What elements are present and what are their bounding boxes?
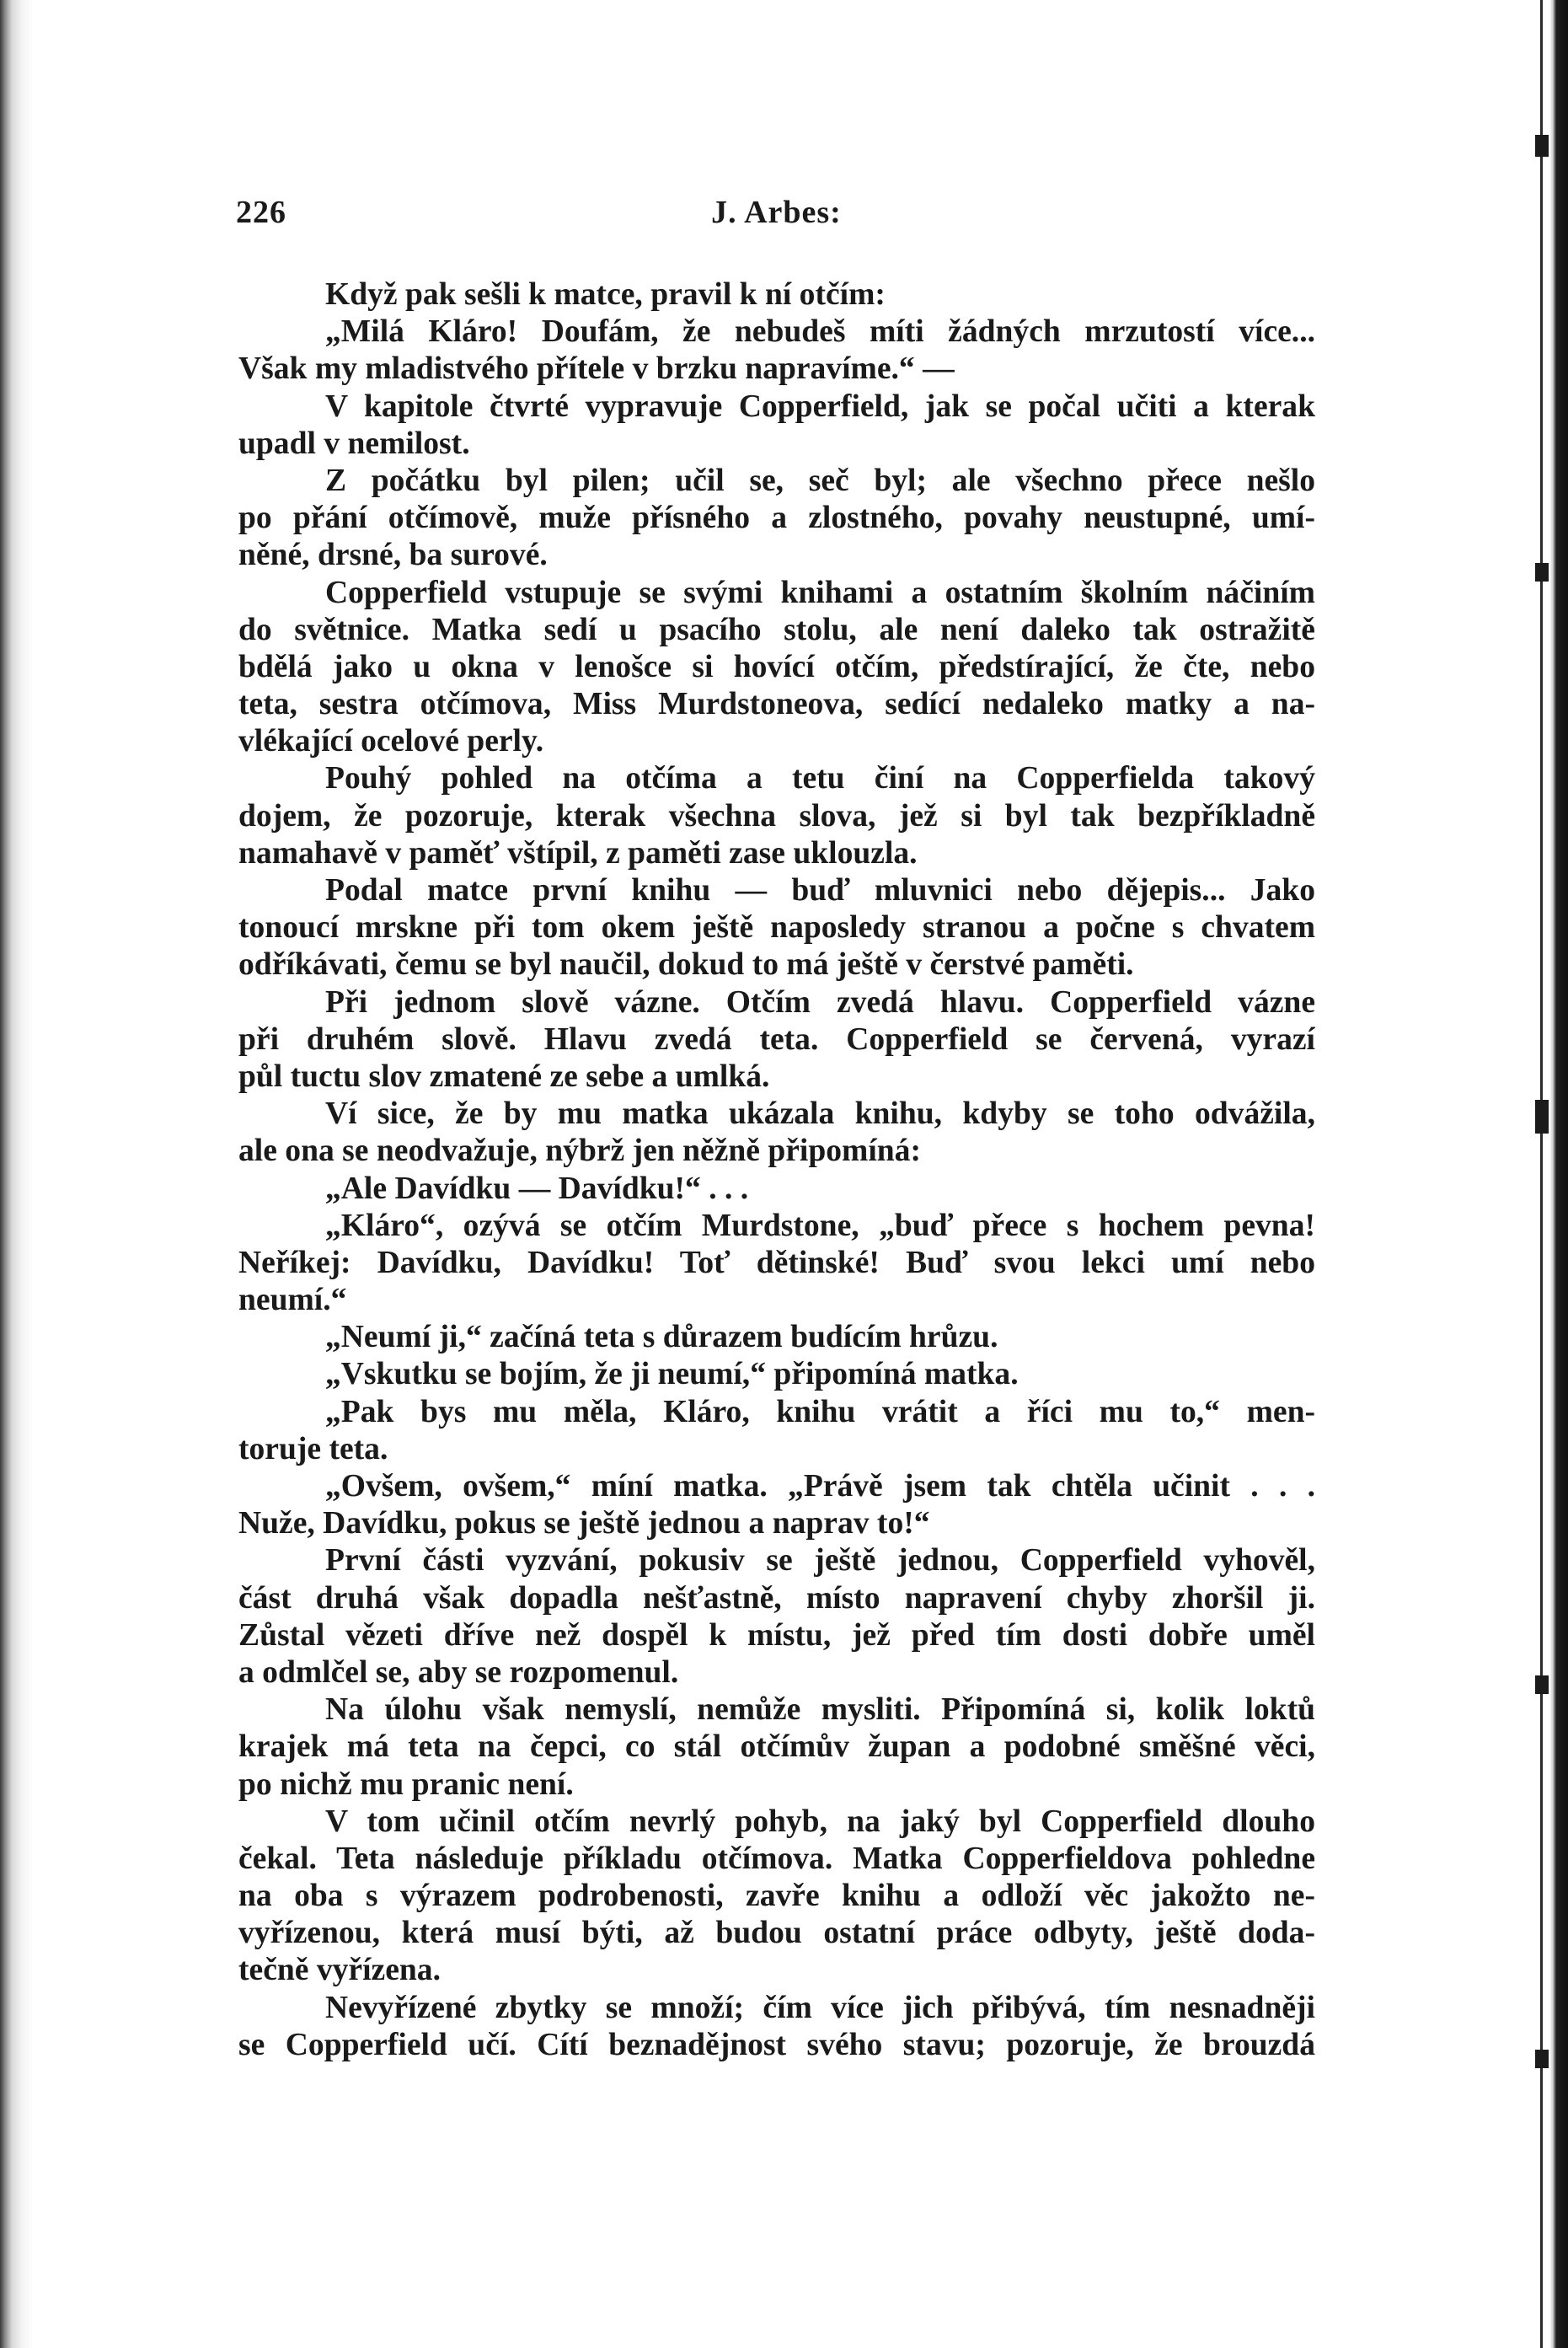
text-line: „Milá Kláro! Doufám, že nebudeš míti žádných mrzutostí více... — [325, 314, 1315, 350]
text-line: „Ale Davídku — Davídku!“ . . . — [325, 1171, 749, 1206]
text-line: Zůstal vězeti dříve než dospěl k místu, jež před tím dosti dobře uměl — [238, 1617, 1315, 1653]
text-line: namahavě v paměť vštípil, z paměti zase uklouzla. — [238, 835, 918, 871]
text-line: Podal matce první knihu — buď mluvnici nebo dějepis... Jako — [325, 873, 1315, 908]
text-line: se Copperfield učí. Cítí beznadějnost svého stavu; pozoruje, že brouzdá — [238, 2027, 1315, 2062]
binding-mark — [1535, 135, 1549, 157]
text-line: tečně vyřízena. — [238, 1953, 441, 1988]
text-line: Neříkej: Davídku, Davídku! Toť dětinské! Buď svou lekci umí nebo — [238, 1245, 1315, 1280]
text-line: Nevyřízené zbytky se množí; čím více jich přibývá, tím nesnadněji — [325, 1990, 1315, 2025]
text-line: do světnice. Matka sedí u psacího stolu, ale není daleko tak ostražitě — [238, 612, 1315, 647]
text-line: neumí.“ — [238, 1283, 347, 1318]
text-line: Když pak sešli k matce, pravil k ní otčím: — [325, 277, 886, 312]
text-line: Nuže, Davídku, pokus se ještě jednou a naprav to!“ — [238, 1506, 930, 1541]
text-line: tonoucí mrskne při tom okem ještě naposledy stranou a počne s chvatem — [238, 910, 1315, 946]
text-line: vlékající ocelové perly. — [238, 724, 544, 759]
text-line: vyřízenou, která musí býti, až budou ostatní práce odbyty, ještě doda- — [238, 1916, 1315, 1951]
text-line: bdělá jako u okna v lenošce si hovící otčím, předstírající, že čte, nebo — [238, 649, 1315, 684]
running-head: J. Arbes: — [711, 195, 842, 230]
text-line: krajek má teta na čepci, co stál otčímův župan a podobné směšné věci, — [238, 1729, 1315, 1765]
text-line: „Kláro“, ozývá se otčím Murdstone, „buď přece s hochem pevna! — [325, 1208, 1315, 1243]
text-line: teta, sestra otčímova, Miss Murdstoneova, sedící nedaleko matky a na- — [238, 687, 1315, 722]
text-line: ale ona se neodvažuje, nýbrž jen něžně připomíná: — [238, 1134, 921, 1169]
binding-mark — [1535, 1100, 1549, 1134]
text-line: toruje teta. — [238, 1431, 388, 1466]
text-line: Z počátku byl pilen; učil se, seč byl; ale všechno přece nešlo — [325, 463, 1315, 498]
text-line: na oba s výrazem podrobenosti, zavře knihu a odloží věc jakožto ne- — [238, 1879, 1315, 1914]
text-line: Však my mladistvého přítele v brzku napravíme.“ — — [238, 351, 955, 387]
text-line: odříkávati, čemu se byl naučil, dokud to má ještě v čerstvé paměti. — [238, 947, 1134, 983]
text-line: Copperfield vstupuje se svými knihami a ostatním školním náčiním — [325, 575, 1315, 610]
text-line: Ví sice, že by mu matka ukázala knihu, kdyby se toho odvážila, — [325, 1096, 1315, 1132]
page-number: 226 — [236, 195, 286, 230]
text-line: něné, drsné, ba surové. — [238, 538, 548, 573]
text-line: Na úlohu však nemyslí, nemůže mysliti. Připomíná si, kolik loktů — [325, 1692, 1315, 1728]
text-line: dojem, že pozoruje, kterak všechna slova, jež si byl tak bezpříkladně — [238, 798, 1315, 834]
text-line: po nichž mu pranic není. — [238, 1766, 574, 1802]
text-line: při druhém slově. Hlavu zvedá teta. Copperfield se červená, vyrazí — [238, 1021, 1315, 1057]
text-line: „Ovšem, ovšem,“ míní matka. „Právě jsem tak chtěla učinit . . . — [325, 1469, 1315, 1504]
scan-left-shadow — [0, 0, 34, 2348]
text-line: Při jednom slově vázne. Otčím zvedá hlavu. Copperfield vázne — [325, 984, 1315, 1020]
body-text — [238, 276, 1315, 2064]
text-line: „Pak bys mu měla, Kláro, knihu vrátit a říci mu to,“ men- — [325, 1394, 1315, 1429]
text-line: čekal. Teta následuje příkladu otčímova. Matka Copperfieldova pohledne — [238, 1841, 1315, 1876]
binding-mark — [1535, 1675, 1549, 1694]
text-line: po přání otčímově, muže přísného a zlostného, povahy neustupné, umí- — [238, 501, 1315, 536]
binding-mark — [1535, 563, 1549, 582]
scan-right-edge — [1549, 0, 1568, 2348]
binding-mark — [1535, 2050, 1549, 2068]
page-header — [236, 194, 1317, 241]
text-line: První části vyzvání, pokusiv se ještě jednou, Copperfield vyhověl, — [325, 1543, 1315, 1579]
text-line: upadl v nemilost. — [238, 426, 470, 461]
text-line: V kapitole čtvrté vypravuje Copperfield, jak se počal učiti a kterak — [325, 389, 1315, 424]
text-line: V tom učinil otčím nevrlý pohyb, na jaký byl Copperfield dlouho — [325, 1804, 1315, 1839]
text-line: a odmlčel se, aby se rozpomenul. — [238, 1654, 679, 1690]
text-line: Pouhý pohled na otčíma a tetu činí na Copperfielda takový — [325, 761, 1315, 796]
text-line: část druhá však dopadla nešťastně, místo napravení chyby zhoršil ji. — [238, 1580, 1315, 1616]
binding-line — [1540, 0, 1543, 2348]
text-line: půl tuctu slov zmatené ze sebe a umlká. — [238, 1059, 770, 1094]
text-line: „Neumí ji,“ začíná teta s důrazem budícím hrůzu. — [325, 1320, 998, 1355]
text-line: „Vskutku se bojím, že ji neumí,“ připomíná matka. — [325, 1357, 1019, 1392]
